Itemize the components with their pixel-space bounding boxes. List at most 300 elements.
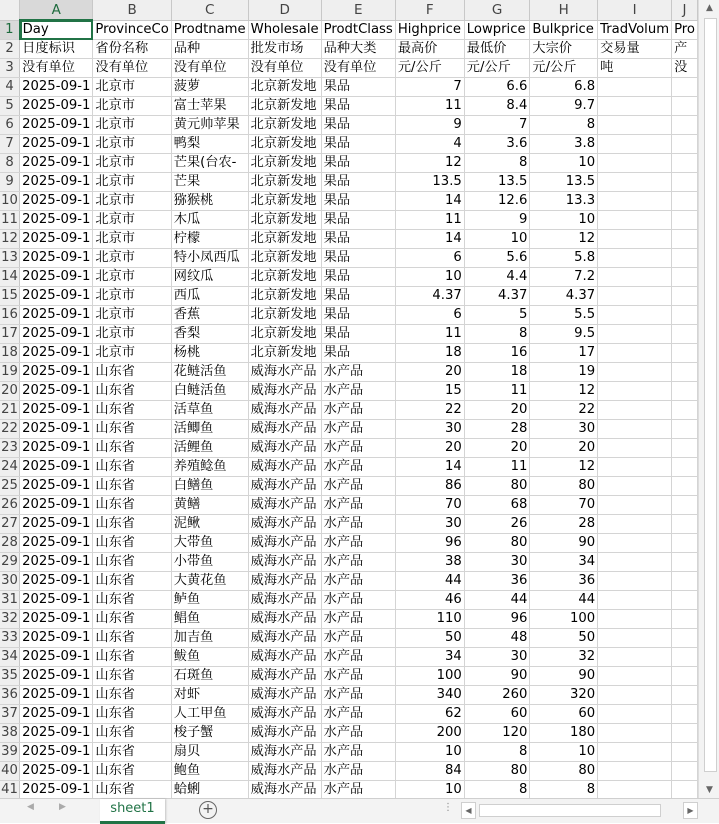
cell[interactable]: 70 bbox=[530, 496, 598, 515]
cell[interactable]: 北京新发地 bbox=[248, 344, 321, 363]
cell[interactable]: 品种 bbox=[171, 40, 248, 59]
row-header[interactable]: 34 bbox=[0, 648, 20, 667]
row-header[interactable]: 27 bbox=[0, 515, 20, 534]
cell[interactable]: 威海水产品 bbox=[248, 591, 321, 610]
cell[interactable] bbox=[672, 154, 698, 173]
cell[interactable]: 山东省 bbox=[93, 724, 171, 743]
cell[interactable]: 威海水产品 bbox=[248, 363, 321, 382]
sheet-tab-sheet1[interactable]: sheet1 bbox=[100, 799, 165, 824]
cell[interactable]: 山东省 bbox=[93, 572, 171, 591]
row-header[interactable]: 39 bbox=[0, 743, 20, 762]
cell[interactable]: 30 bbox=[530, 420, 598, 439]
cell[interactable]: 5.5 bbox=[530, 306, 598, 325]
cell[interactable]: 2025-09-1 bbox=[20, 458, 93, 477]
cell[interactable]: 2025-09-1 bbox=[20, 249, 93, 268]
cell[interactable]: 2025-09-1 bbox=[20, 344, 93, 363]
cell[interactable]: 90 bbox=[464, 667, 530, 686]
cell[interactable]: 2025-09-1 bbox=[20, 401, 93, 420]
cell[interactable]: 威海水产品 bbox=[248, 420, 321, 439]
cell[interactable]: 15 bbox=[395, 382, 464, 401]
cell[interactable]: 水产品 bbox=[321, 648, 395, 667]
cell[interactable]: 没有单位 bbox=[248, 59, 321, 78]
add-sheet-button[interactable]: + bbox=[199, 801, 217, 819]
scroll-right-icon[interactable]: ▶ bbox=[683, 802, 698, 819]
cell[interactable]: 元/公斤 bbox=[464, 59, 530, 78]
row-header[interactable]: 11 bbox=[0, 211, 20, 230]
cell[interactable]: 2025-09-1 bbox=[20, 192, 93, 211]
cell[interactable]: 威海水产品 bbox=[248, 667, 321, 686]
row-header[interactable]: 20 bbox=[0, 382, 20, 401]
cell[interactable]: 12 bbox=[530, 230, 598, 249]
next-sheet-icon[interactable]: ▶ bbox=[59, 802, 66, 812]
cell[interactable]: 11 bbox=[464, 458, 530, 477]
prev-sheet-icon[interactable]: ◀ bbox=[27, 802, 34, 812]
row-header[interactable]: 6 bbox=[0, 116, 20, 135]
cell[interactable]: 香梨 bbox=[171, 325, 248, 344]
cell[interactable]: 鲍鱼 bbox=[171, 762, 248, 781]
cell[interactable]: 3.8 bbox=[530, 135, 598, 154]
row-header[interactable]: 31 bbox=[0, 591, 20, 610]
cell[interactable]: 2025-09-1 bbox=[20, 173, 93, 192]
row-header[interactable]: 22 bbox=[0, 420, 20, 439]
cell[interactable]: 9 bbox=[464, 211, 530, 230]
cell[interactable]: 60 bbox=[464, 705, 530, 724]
cell[interactable]: 山东省 bbox=[93, 686, 171, 705]
cell[interactable]: 产 bbox=[672, 40, 698, 59]
cell[interactable]: 2025-09-1 bbox=[20, 534, 93, 553]
cell[interactable]: 9.7 bbox=[530, 97, 598, 116]
row-header[interactable]: 19 bbox=[0, 363, 20, 382]
vertical-scrollbar[interactable] bbox=[698, 0, 719, 798]
cell[interactable] bbox=[598, 477, 672, 496]
cell[interactable]: 大黄花鱼 bbox=[171, 572, 248, 591]
cell[interactable]: 96 bbox=[464, 610, 530, 629]
row-header[interactable]: 41 bbox=[0, 781, 20, 799]
cell[interactable]: 没有单位 bbox=[321, 59, 395, 78]
row-header[interactable]: 2 bbox=[0, 40, 20, 59]
cell[interactable]: 加吉鱼 bbox=[171, 629, 248, 648]
cell[interactable]: 50 bbox=[530, 629, 598, 648]
cell[interactable]: 4 bbox=[395, 135, 464, 154]
cell[interactable]: 48 bbox=[464, 629, 530, 648]
cell[interactable] bbox=[672, 496, 698, 515]
cell[interactable]: 日度标识 bbox=[20, 40, 93, 59]
cell[interactable]: 86 bbox=[395, 477, 464, 496]
column-header-b[interactable]: B bbox=[93, 0, 171, 20]
cell[interactable]: 山东省 bbox=[93, 458, 171, 477]
row-header[interactable]: 18 bbox=[0, 344, 20, 363]
cell[interactable]: 8 bbox=[464, 743, 530, 762]
cell[interactable]: 6.6 bbox=[464, 78, 530, 97]
cell[interactable]: 2025-09-1 bbox=[20, 325, 93, 344]
cell[interactable] bbox=[598, 154, 672, 173]
cell[interactable]: 17 bbox=[530, 344, 598, 363]
cell[interactable]: 12 bbox=[395, 154, 464, 173]
cell[interactable]: 32 bbox=[530, 648, 598, 667]
horizontal-scroll-thumb[interactable] bbox=[479, 804, 661, 817]
row-header[interactable]: 24 bbox=[0, 458, 20, 477]
cell[interactable]: 果品 bbox=[321, 173, 395, 192]
cell[interactable] bbox=[598, 382, 672, 401]
cell[interactable]: 鸭梨 bbox=[171, 135, 248, 154]
row-header[interactable]: 4 bbox=[0, 78, 20, 97]
cell[interactable]: 28 bbox=[464, 420, 530, 439]
cell[interactable]: 北京市 bbox=[93, 97, 171, 116]
column-header-e[interactable]: E bbox=[321, 0, 395, 20]
cell[interactable]: 山东省 bbox=[93, 667, 171, 686]
cell[interactable]: 大带鱼 bbox=[171, 534, 248, 553]
cell[interactable]: 80 bbox=[464, 762, 530, 781]
cell[interactable]: 果品 bbox=[321, 97, 395, 116]
row-header[interactable]: 8 bbox=[0, 154, 20, 173]
cell[interactable]: 10 bbox=[395, 781, 464, 799]
cell[interactable]: 7 bbox=[395, 78, 464, 97]
cell[interactable]: 10 bbox=[530, 154, 598, 173]
cell[interactable] bbox=[672, 553, 698, 572]
cell[interactable] bbox=[672, 667, 698, 686]
cell[interactable]: 水产品 bbox=[321, 363, 395, 382]
cell[interactable] bbox=[598, 268, 672, 287]
row-header[interactable]: 12 bbox=[0, 230, 20, 249]
cell[interactable]: 10 bbox=[530, 211, 598, 230]
cell[interactable]: 活草鱼 bbox=[171, 401, 248, 420]
cell[interactable]: 交易量 bbox=[598, 40, 672, 59]
column-header-h[interactable]: H bbox=[530, 0, 598, 20]
cell[interactable]: 香蕉 bbox=[171, 306, 248, 325]
cell[interactable] bbox=[598, 667, 672, 686]
cell[interactable]: 果品 bbox=[321, 306, 395, 325]
row-header[interactable]: 15 bbox=[0, 287, 20, 306]
cell[interactable] bbox=[598, 439, 672, 458]
cell[interactable]: 北京新发地 bbox=[248, 287, 321, 306]
cell[interactable]: 80 bbox=[464, 477, 530, 496]
cell[interactable]: 36 bbox=[530, 572, 598, 591]
cell[interactable]: ProvinceCo bbox=[93, 20, 171, 40]
cell[interactable] bbox=[672, 705, 698, 724]
cell[interactable]: 大宗价 bbox=[530, 40, 598, 59]
cell[interactable]: 2025-09-1 bbox=[20, 420, 93, 439]
cell[interactable]: 2025-09-1 bbox=[20, 553, 93, 572]
cell[interactable]: 花鲢活鱼 bbox=[171, 363, 248, 382]
cell[interactable]: 威海水产品 bbox=[248, 686, 321, 705]
cell[interactable] bbox=[598, 515, 672, 534]
cell[interactable]: 90 bbox=[530, 667, 598, 686]
cell[interactable]: 小带鱼 bbox=[171, 553, 248, 572]
cell[interactable]: 13.5 bbox=[395, 173, 464, 192]
cell[interactable]: 80 bbox=[530, 762, 598, 781]
cell[interactable]: 水产品 bbox=[321, 496, 395, 515]
cell[interactable] bbox=[672, 306, 698, 325]
cell[interactable]: 44 bbox=[464, 591, 530, 610]
cell[interactable]: 2025-09-1 bbox=[20, 211, 93, 230]
cell[interactable] bbox=[598, 135, 672, 154]
cell[interactable]: 8 bbox=[464, 325, 530, 344]
row-header[interactable]: 40 bbox=[0, 762, 20, 781]
cell[interactable]: 2025-09-1 bbox=[20, 629, 93, 648]
cell[interactable] bbox=[598, 420, 672, 439]
cell[interactable]: 水产品 bbox=[321, 439, 395, 458]
cell[interactable]: 26 bbox=[464, 515, 530, 534]
cell[interactable]: 没有单位 bbox=[20, 59, 93, 78]
cell[interactable] bbox=[672, 762, 698, 781]
row-header[interactable]: 21 bbox=[0, 401, 20, 420]
cell[interactable]: 11 bbox=[395, 211, 464, 230]
cell[interactable]: 38 bbox=[395, 553, 464, 572]
cell[interactable]: 100 bbox=[530, 610, 598, 629]
cell[interactable]: 22 bbox=[395, 401, 464, 420]
cell[interactable]: ProdtClass bbox=[321, 20, 395, 40]
cell[interactable]: Prodtname bbox=[171, 20, 248, 40]
cell[interactable]: 北京市 bbox=[93, 306, 171, 325]
cell[interactable]: 威海水产品 bbox=[248, 534, 321, 553]
column-header-j[interactable]: J bbox=[672, 0, 698, 20]
select-all-corner[interactable] bbox=[0, 0, 20, 20]
cell[interactable] bbox=[598, 648, 672, 667]
cell[interactable]: 没 bbox=[672, 59, 698, 78]
cell[interactable]: 北京市 bbox=[93, 154, 171, 173]
row-header[interactable]: 36 bbox=[0, 686, 20, 705]
cell[interactable] bbox=[672, 192, 698, 211]
cell[interactable]: 水产品 bbox=[321, 572, 395, 591]
cell[interactable]: 2025-09-1 bbox=[20, 572, 93, 591]
cell[interactable]: 18 bbox=[395, 344, 464, 363]
cell[interactable]: 活鲫鱼 bbox=[171, 420, 248, 439]
cell[interactable]: 50 bbox=[395, 629, 464, 648]
cell[interactable]: 山东省 bbox=[93, 743, 171, 762]
cell[interactable]: 水产品 bbox=[321, 420, 395, 439]
cell[interactable] bbox=[598, 705, 672, 724]
cell[interactable] bbox=[598, 762, 672, 781]
cell[interactable] bbox=[598, 287, 672, 306]
row-header[interactable]: 16 bbox=[0, 306, 20, 325]
row-header[interactable]: 9 bbox=[0, 173, 20, 192]
cell[interactable]: 340 bbox=[395, 686, 464, 705]
cell[interactable] bbox=[672, 572, 698, 591]
cell[interactable]: 对虾 bbox=[171, 686, 248, 705]
cell[interactable]: 水产品 bbox=[321, 743, 395, 762]
cell[interactable]: 北京新发地 bbox=[248, 78, 321, 97]
cell[interactable] bbox=[598, 553, 672, 572]
row-header[interactable]: 26 bbox=[0, 496, 20, 515]
scroll-left-icon[interactable]: ◀ bbox=[461, 802, 476, 819]
cell[interactable]: 元/公斤 bbox=[395, 59, 464, 78]
cell[interactable]: 5 bbox=[464, 306, 530, 325]
cell[interactable]: 没有单位 bbox=[171, 59, 248, 78]
cell[interactable]: 元/公斤 bbox=[530, 59, 598, 78]
horizontal-scrollbar[interactable] bbox=[461, 802, 698, 817]
cell[interactable] bbox=[598, 249, 672, 268]
cell[interactable]: 62 bbox=[395, 705, 464, 724]
cell[interactable]: 北京新发地 bbox=[248, 230, 321, 249]
cell[interactable]: 2025-09-1 bbox=[20, 97, 93, 116]
cell[interactable] bbox=[598, 496, 672, 515]
cell[interactable] bbox=[672, 211, 698, 230]
cell[interactable] bbox=[598, 610, 672, 629]
cell[interactable]: 北京新发地 bbox=[248, 306, 321, 325]
cell[interactable]: 9 bbox=[395, 116, 464, 135]
cell[interactable]: 水产品 bbox=[321, 401, 395, 420]
cell[interactable]: 威海水产品 bbox=[248, 401, 321, 420]
cell[interactable]: 2025-09-1 bbox=[20, 439, 93, 458]
cell[interactable]: 70 bbox=[395, 496, 464, 515]
row-header[interactable]: 33 bbox=[0, 629, 20, 648]
cell[interactable]: 2025-09-1 bbox=[20, 154, 93, 173]
cell[interactable]: 2025-09-1 bbox=[20, 78, 93, 97]
row-header[interactable]: 28 bbox=[0, 534, 20, 553]
column-header-f[interactable]: F bbox=[395, 0, 464, 20]
cell[interactable]: 北京市 bbox=[93, 116, 171, 135]
cell[interactable]: 80 bbox=[530, 477, 598, 496]
cell[interactable]: 36 bbox=[464, 572, 530, 591]
cell[interactable] bbox=[672, 420, 698, 439]
column-header-i[interactable]: I bbox=[598, 0, 672, 20]
cell[interactable]: 水产品 bbox=[321, 781, 395, 799]
row-header[interactable]: 10 bbox=[0, 192, 20, 211]
cell[interactable]: 34 bbox=[395, 648, 464, 667]
cell[interactable] bbox=[672, 287, 698, 306]
cell[interactable]: 2025-09-1 bbox=[20, 382, 93, 401]
cell[interactable]: 威海水产品 bbox=[248, 762, 321, 781]
cell[interactable] bbox=[672, 781, 698, 799]
cell[interactable] bbox=[672, 173, 698, 192]
cell[interactable]: 18 bbox=[464, 363, 530, 382]
cell[interactable]: 8 bbox=[530, 116, 598, 135]
cell[interactable]: 12.6 bbox=[464, 192, 530, 211]
cell[interactable]: 果品 bbox=[321, 135, 395, 154]
cell[interactable]: 山东省 bbox=[93, 610, 171, 629]
cell[interactable] bbox=[672, 401, 698, 420]
row-header[interactable]: 35 bbox=[0, 667, 20, 686]
cell[interactable]: Pro bbox=[672, 20, 698, 40]
cell[interactable]: 6 bbox=[395, 249, 464, 268]
cell[interactable]: 2025-09-1 bbox=[20, 230, 93, 249]
cell[interactable]: 8 bbox=[530, 781, 598, 799]
cell[interactable]: 北京新发地 bbox=[248, 116, 321, 135]
cell[interactable]: 5.8 bbox=[530, 249, 598, 268]
cell[interactable]: 北京新发地 bbox=[248, 268, 321, 287]
cell[interactable]: 2025-09-1 bbox=[20, 667, 93, 686]
cell[interactable]: 最高价 bbox=[395, 40, 464, 59]
cell[interactable]: 果品 bbox=[321, 230, 395, 249]
cell[interactable] bbox=[598, 743, 672, 762]
cell[interactable]: 2025-09-1 bbox=[20, 648, 93, 667]
cell[interactable]: 2025-09-1 bbox=[20, 762, 93, 781]
cell[interactable]: 96 bbox=[395, 534, 464, 553]
cell[interactable]: 水产品 bbox=[321, 477, 395, 496]
cell[interactable] bbox=[672, 743, 698, 762]
cell[interactable]: 水产品 bbox=[321, 762, 395, 781]
cell[interactable] bbox=[672, 534, 698, 553]
cell[interactable]: 200 bbox=[395, 724, 464, 743]
cell[interactable]: 果品 bbox=[321, 211, 395, 230]
row-header[interactable]: 25 bbox=[0, 477, 20, 496]
cell[interactable]: 黄元帅苹果 bbox=[171, 116, 248, 135]
cell[interactable]: 2025-09-1 bbox=[20, 287, 93, 306]
cell[interactable]: 14 bbox=[395, 192, 464, 211]
cell[interactable]: 10 bbox=[464, 230, 530, 249]
cell[interactable]: 北京市 bbox=[93, 135, 171, 154]
cell[interactable] bbox=[672, 135, 698, 154]
cell[interactable] bbox=[672, 344, 698, 363]
cell[interactable]: 北京新发地 bbox=[248, 211, 321, 230]
cell[interactable]: 30 bbox=[464, 553, 530, 572]
cell[interactable]: 没有单位 bbox=[93, 59, 171, 78]
cell[interactable]: 4.37 bbox=[395, 287, 464, 306]
cell[interactable] bbox=[672, 230, 698, 249]
cell[interactable]: 养殖鲶鱼 bbox=[171, 458, 248, 477]
row-header[interactable]: 32 bbox=[0, 610, 20, 629]
cell[interactable]: 北京市 bbox=[93, 230, 171, 249]
cell[interactable]: 果品 bbox=[321, 249, 395, 268]
cell[interactable]: 100 bbox=[395, 667, 464, 686]
column-header-c[interactable]: C bbox=[171, 0, 248, 20]
cell[interactable]: 60 bbox=[530, 705, 598, 724]
cell[interactable]: 6.8 bbox=[530, 78, 598, 97]
cell[interactable]: 2025-09-1 bbox=[20, 496, 93, 515]
cell[interactable]: 威海水产品 bbox=[248, 458, 321, 477]
cell[interactable]: 北京市 bbox=[93, 249, 171, 268]
cell[interactable] bbox=[598, 401, 672, 420]
cell[interactable]: 山东省 bbox=[93, 477, 171, 496]
cell[interactable]: 威海水产品 bbox=[248, 724, 321, 743]
cell[interactable]: 水产品 bbox=[321, 610, 395, 629]
cell[interactable]: 8.4 bbox=[464, 97, 530, 116]
cell[interactable]: 威海水产品 bbox=[248, 382, 321, 401]
cell[interactable]: 2025-09-1 bbox=[20, 743, 93, 762]
cell[interactable]: 30 bbox=[395, 515, 464, 534]
cell[interactable]: 34 bbox=[530, 553, 598, 572]
cell[interactable]: 80 bbox=[464, 534, 530, 553]
cell[interactable]: 北京市 bbox=[93, 192, 171, 211]
cell[interactable]: 威海水产品 bbox=[248, 648, 321, 667]
cell[interactable]: 西瓜 bbox=[171, 287, 248, 306]
cell[interactable]: 22 bbox=[530, 401, 598, 420]
cell[interactable]: 蛤蜊 bbox=[171, 781, 248, 799]
cell[interactable]: 2025-09-1 bbox=[20, 724, 93, 743]
cell[interactable] bbox=[598, 629, 672, 648]
cell[interactable]: 11 bbox=[395, 325, 464, 344]
tab-splitter-icon[interactable]: ⋮ bbox=[443, 802, 453, 813]
cell[interactable]: 品种大类 bbox=[321, 40, 395, 59]
cell[interactable]: 果品 bbox=[321, 344, 395, 363]
cell[interactable]: 2025-09-1 bbox=[20, 705, 93, 724]
row-header[interactable]: 7 bbox=[0, 135, 20, 154]
cell[interactable]: 180 bbox=[530, 724, 598, 743]
cell[interactable]: 北京市 bbox=[93, 78, 171, 97]
cell[interactable] bbox=[598, 534, 672, 553]
cell[interactable]: 水产品 bbox=[321, 553, 395, 572]
cell[interactable] bbox=[598, 458, 672, 477]
cell[interactable]: 威海水产品 bbox=[248, 781, 321, 799]
cell[interactable]: 北京市 bbox=[93, 344, 171, 363]
cell[interactable]: 北京新发地 bbox=[248, 325, 321, 344]
cell[interactable]: 2025-09-1 bbox=[20, 591, 93, 610]
cell[interactable] bbox=[672, 610, 698, 629]
cell[interactable]: 水产品 bbox=[321, 515, 395, 534]
cell[interactable]: 6 bbox=[395, 306, 464, 325]
cell[interactable] bbox=[598, 116, 672, 135]
cell[interactable]: 杨桃 bbox=[171, 344, 248, 363]
cell[interactable]: 果品 bbox=[321, 287, 395, 306]
cell[interactable]: 北京新发地 bbox=[248, 97, 321, 116]
cell[interactable]: 20 bbox=[395, 439, 464, 458]
cell[interactable] bbox=[598, 211, 672, 230]
cell[interactable]: 北京市 bbox=[93, 268, 171, 287]
cell[interactable]: Lowprice bbox=[464, 20, 530, 40]
cell[interactable]: 水产品 bbox=[321, 458, 395, 477]
cell[interactable] bbox=[598, 781, 672, 799]
cell[interactable]: 7 bbox=[464, 116, 530, 135]
